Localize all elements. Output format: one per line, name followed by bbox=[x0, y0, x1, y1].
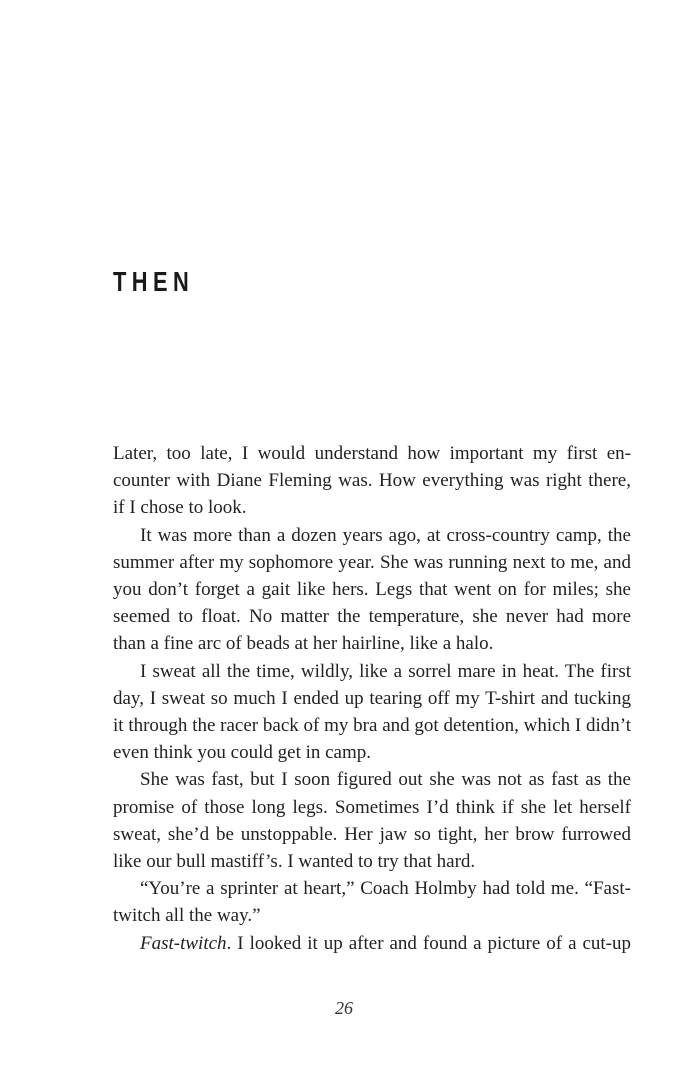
paragraph: It was more than a dozen years ago, at cross-country camp, the summer after my sophomore year. She was running next to me, and you don’t forget a gait like hers. Legs that went on for miles; she seemed to float. No matter the temperature, she never had more than a fine arc of beads at her hairline, like a halo. bbox=[113, 524, 631, 655]
paragraph: She was fast, but I soon figured out she was not as fast as the promise of those long legs. Sometimes I’d think if she let herself sweat, she’d be unstoppable. Her jaw so tight, her brow furrowed like our bull mastiff’s. I wanted to try that hard. bbox=[113, 769, 631, 873]
chapter-heading: THEN bbox=[113, 266, 195, 297]
emphasis-term: Fast-twitch bbox=[140, 932, 227, 954]
paragraph-continuation: . I looked it up after and found a picture of a cut-up bbox=[226, 932, 631, 954]
paragraph: “You’re a sprinter at heart,” Coach Holmby had told me. “Fast-twitch all the way.” bbox=[113, 878, 631, 927]
paragraph: Later, too late, I would understand how important my first encounter with Diane Fleming was. How everything was right there, if I chose to look. bbox=[113, 443, 631, 519]
paragraph: I sweat all the time, wildly, like a sorrel mare in heat. The first day, I sweat so much I ended up tearing off my T-shirt and tucking it through the racer back of my bra and got detention, which I didn’t even think you could get in camp. bbox=[113, 660, 631, 764]
paragraph bbox=[113, 930, 631, 957]
page-number: 26 bbox=[335, 998, 353, 1018]
body-text bbox=[113, 440, 631, 957]
